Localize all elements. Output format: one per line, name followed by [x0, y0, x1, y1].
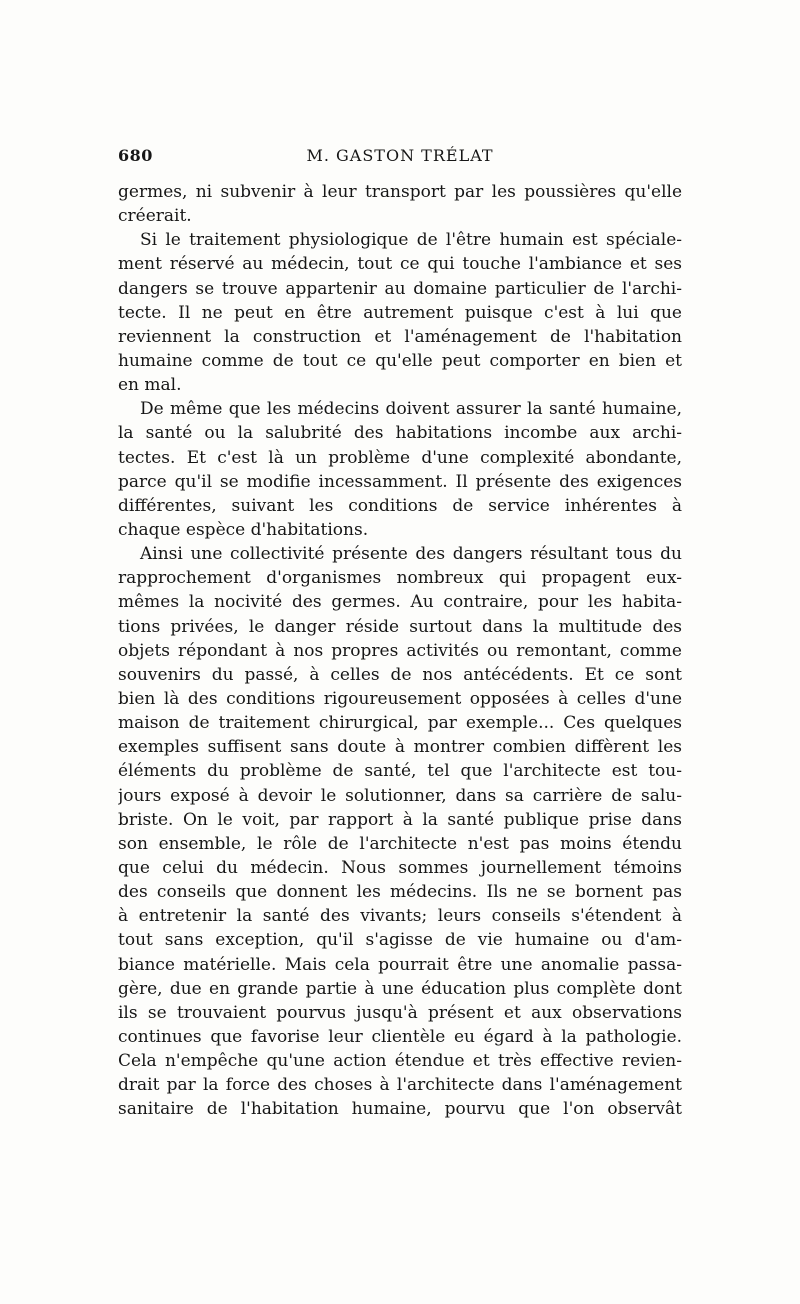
- text-line: la santé ou la salubrité des habitations incombe aux archi-: [118, 423, 682, 444]
- text-line: bien là des conditions rigoureusement opposées à celles d'une: [118, 688, 682, 709]
- text-line: briste. On le voit, par rapport à la santé publique prise dans: [118, 809, 682, 830]
- text-line: éléments du problème de santé, tel que l'architecte est tou-: [118, 761, 682, 782]
- text-line: tout sans exception, qu'il s'agisse de vie humaine ou d'am-: [118, 930, 682, 951]
- text-line: maison de traitement chirurgical, par exemple... Ces quelques: [118, 713, 682, 734]
- text-line: créerait.: [118, 206, 192, 227]
- text-line: tecte. Il ne peut en être autrement puisque c'est à lui que: [118, 302, 682, 323]
- text-line: parce qu'il se modifie incessamment. Il présente des exigences: [118, 471, 682, 492]
- running-head: [118, 146, 682, 172]
- text-line: germes, ni subvenir à leur transport par les poussières qu'elle: [118, 182, 682, 202]
- text-line: humaine comme de tout ce qu'elle peut comporter en bien et: [118, 350, 682, 371]
- text-line: biance matérielle. Mais cela pourrait être une anomalie passa-: [118, 954, 682, 975]
- text-line: tectes. Et c'est là un problème d'une complexité abondante,: [118, 447, 682, 468]
- text-line: chaque espèce d'habitations.: [118, 519, 369, 540]
- text-line: rapprochement d'organismes nombreux qui propagent eux-: [118, 568, 682, 589]
- text-line: continues que favorise leur clientèle eu égard à la pathologie.: [118, 1026, 682, 1047]
- text-line: souvenirs du passé, à celles de nos antécédents. Et ce sont: [118, 664, 682, 685]
- text-line: Cela n'empêche qu'une action étendue et très effective revien-: [118, 1051, 682, 1072]
- text-line: reviennent la construction et l'aménagement de l'habitation: [118, 326, 682, 347]
- text-line: tions privées, le danger réside surtout dans la multitude des: [118, 616, 682, 637]
- text-line: mêmes la nocivité des germes. Au contraire, pour les habita-: [118, 592, 682, 613]
- text-line: que celui du médecin. Nous sommes journellement témoins: [118, 857, 682, 878]
- text-line: objets répondant à nos propres activités ou remontant, comme: [118, 640, 682, 661]
- text-line: gère, due en grande partie à une éducation plus complète dont: [118, 978, 682, 999]
- text-line: drait par la force des choses à l'architecte dans l'aménagement: [118, 1075, 682, 1096]
- text-line: sanitaire de l'habitation humaine, pourvu que l'on observât: [118, 1099, 682, 1120]
- text-line: De même que les médecins doivent assurer la santé humaine,: [140, 399, 682, 420]
- text-line: ils se trouvaient pourvus jusqu'à présent et aux observations: [118, 1002, 682, 1023]
- text-line: Si le traitement physiologique de l'être humain est spéciale-: [140, 230, 682, 251]
- running-title: M. GASTON TRÉLAT: [306, 146, 494, 165]
- text-line: exemples suffisent sans doute à montrer combien diffèrent les: [118, 737, 682, 758]
- page-number: 680: [118, 146, 153, 165]
- text-line: dangers se trouve appartenir au domaine particulier de l'archi-: [118, 278, 682, 299]
- text-line: Ainsi une collectivité présente des dangers résultant tous du: [140, 544, 682, 565]
- text-line: jours exposé à devoir le solutionner, dans sa carrière de salu-: [118, 785, 682, 806]
- text-line: à entretenir la santé des vivants; leurs conseils s'étendent à: [118, 906, 682, 927]
- text-line: ment réservé au médecin, tout ce qui touche l'ambiance et ses: [118, 254, 682, 275]
- text-line: des conseils que donnent les médecins. Ils ne se bornent pas: [118, 882, 682, 903]
- text-line: en mal.: [118, 375, 182, 396]
- body-text: [118, 180, 682, 1121]
- text-line: son ensemble, le rôle de l'architecte n'est pas moins étendu: [118, 833, 682, 854]
- text-line: différentes, suivant les conditions de service inhérentes à: [118, 495, 682, 516]
